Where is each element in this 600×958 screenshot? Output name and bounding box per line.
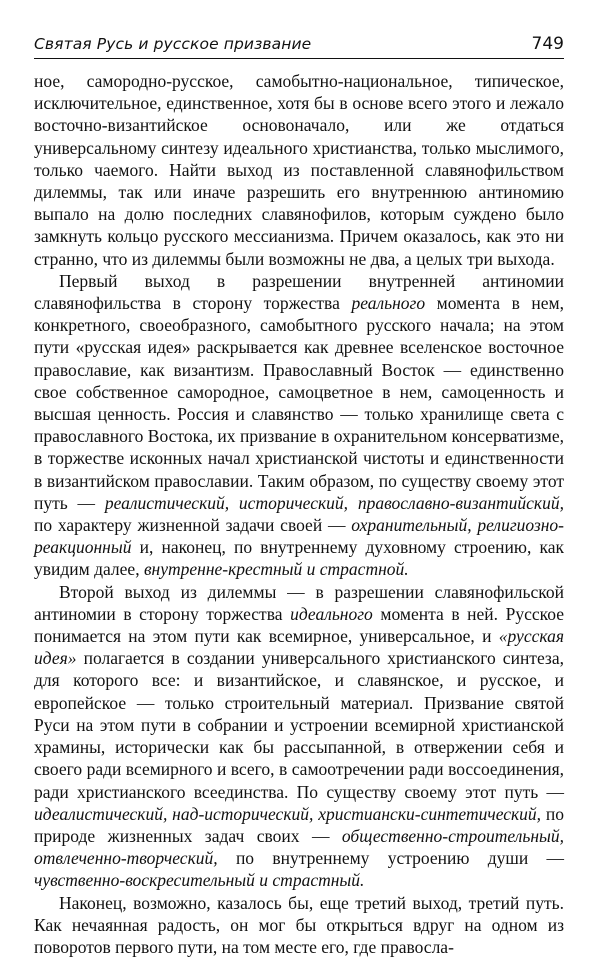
text-run: по характеру жизненной задачи своей — (34, 515, 352, 536)
running-title: Святая Русь и русское призвание (34, 35, 312, 53)
text-run: момента в нем, конкретного, своеобразного, самобытного русского начала; на этом пути «русская идея» раскрывается как древнее вселенское восточное православие, как византизм. Православный Восток — единственно свое собственное самородное, самоцветное в нем, самоценность и высшая ценность. Россия и славянство — только хранилище света с православного Востока, их призвание в охранительном консерватизме, в торжестве исконных начал христианской чистоты и единственности в византийском православии. Таким образом, по существу своему этот путь — (34, 293, 564, 513)
italic-text: идеалистический, над-исторический, христиански-синтетический, (34, 803, 542, 824)
text-run: Первый выход в разрешении внутренней антиномии славянофильства в сторону торжества (34, 270, 564, 314)
page-number: 749 (531, 34, 564, 54)
italic-text: чувственно-воскресительный и страстный. (34, 870, 365, 891)
italic-text: идеального (290, 603, 373, 624)
text-run: по природе жизненных задач своих — (34, 803, 564, 846)
italic-text: общественно-строительный, отвлеченно-творческий, (34, 825, 564, 869)
paragraph (34, 581, 564, 892)
italic-text: внутренне-крестный и страстной. (143, 559, 409, 580)
paragraph (34, 70, 564, 270)
page-header (34, 30, 564, 59)
text-run: полагается в создании универсального христианского синтеза, для которого все: и византийское, и славянское, и русское, и европейское — только строительный материал. Призвание святой Руси на этом пути в собрании и устроении всемирной христианской храмины, исторически как бы рассыпанной, в отвержении себя и своего ради всемирного и всего, в самоотречении ради воссоединения, ради христианского всеединства. По существу своему этот путь — (34, 648, 564, 802)
text-run: и, наконец, по внутреннему духовному строению, как увидим далее, (34, 537, 564, 580)
text-run: момента в ней. Русское понимается на этом пути как всемирное, универсальное, и (34, 603, 564, 647)
body-text (34, 70, 564, 958)
paragraph (34, 892, 564, 958)
italic-text: охранительный, религиозно-реакционный (34, 515, 565, 558)
text-run: по внутреннему устроению души — (217, 848, 564, 869)
italic-text: реального (351, 293, 426, 314)
italic-text: «русская идея» (34, 626, 564, 669)
text-run: ное, самородно-русское, самобытно-национальное, типическое, исключительное, единственное, хотя бы в основе всего этого и лежало восточно-византийское основоначало, или же отдаться универсальному синтезу идеального христианства, только мыслимого, только чаемого. Найти выход из поставленной славянофильством дилеммы, так или иначе разрешить его внутреннюю антиномию выпало на долю последних славянофилов, которым суждено было замкнуть кольцо русского мессианизма. Причем оказалось, как это ни странно, что из дилеммы были возможны не два, а целых три выхода. (34, 71, 564, 269)
italic-text: реалистический, исторический, православно-византийский, (104, 492, 564, 513)
paragraph (34, 270, 564, 581)
text-run: Второй выход из дилеммы — в разрешении славянофильской антиномии в сторону торжества (34, 581, 564, 624)
text-run: Наконец, возможно, казалось бы, еще третий выход, третий путь. Как нечаянная радость, он мог бы открыться вдруг на одном из поворотов первого пути, на том месте его, где правосла- (34, 892, 564, 957)
